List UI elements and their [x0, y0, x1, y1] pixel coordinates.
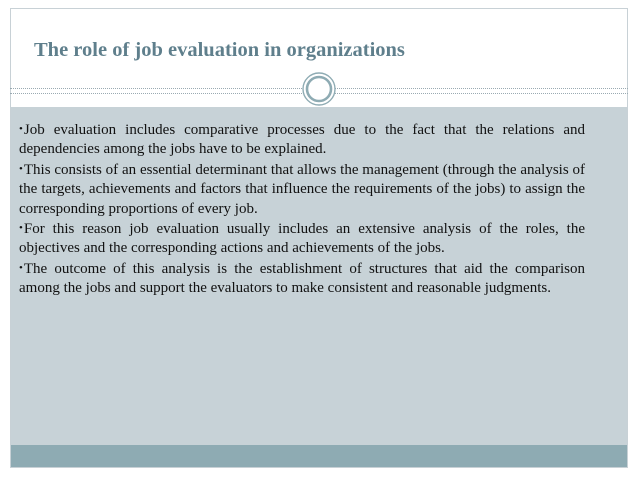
bullet-list: [19, 120, 585, 299]
bullet-text: Job evaluation includes comparative processes due to the fact that the relations and dependencies among the jobs have to be explained.: [19, 122, 585, 158]
slide-title: The role of job evaluation in organizations: [34, 39, 405, 61]
bullet-item: [19, 120, 585, 160]
bullet-text: This consists of an essential determinant that allows the management (through the analysis of the targets, achievements and factors that influence the requirements of the jobs) to assign the corresponding proportions of every job.: [19, 161, 585, 217]
footer-bar: [11, 445, 627, 467]
bullet-text: For this reason job evaluation usually includes an extensive analysis of the roles, the objectives and the corresponding actions and achievements of the jobs.: [19, 221, 585, 257]
double-circle-icon: [302, 72, 336, 106]
bullet-item: [19, 160, 585, 219]
bullet-marker: •: [19, 261, 23, 274]
bullet-marker: •: [19, 123, 23, 135]
bullet-marker: •: [19, 222, 23, 235]
bullet-item: [19, 259, 585, 299]
bullet-marker: •: [19, 162, 23, 175]
bullet-text: The outcome of this analysis is the establishment of structures that aid the comparison among the jobs and support the evaluators to make consistent and reasonable judgments.: [19, 260, 585, 297]
bullet-item: [19, 219, 585, 259]
